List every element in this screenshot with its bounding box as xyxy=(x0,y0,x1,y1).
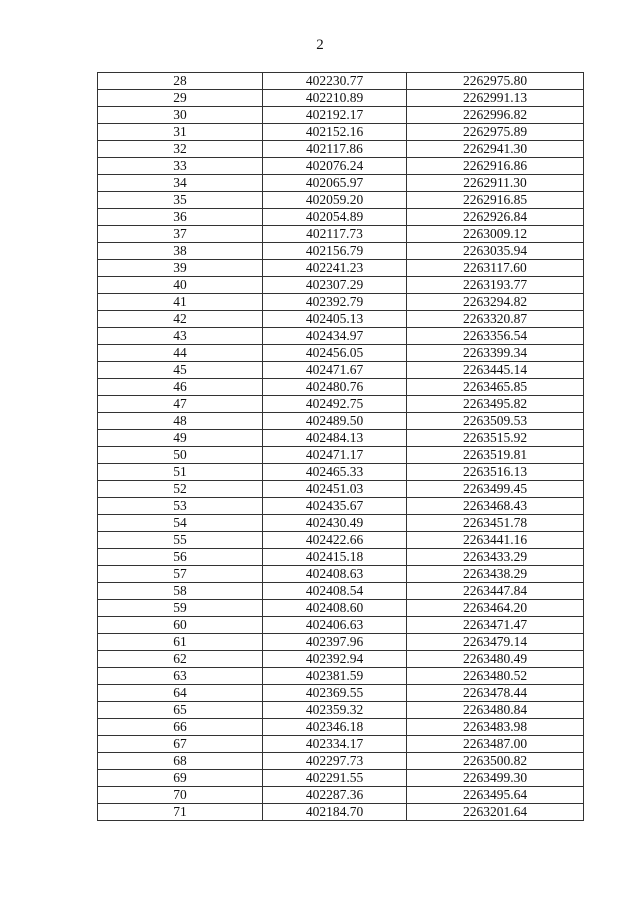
table-row xyxy=(98,634,584,651)
x-coordinate-cell: 402434.97 xyxy=(263,328,407,345)
point-number-cell: 50 xyxy=(98,447,263,464)
table-row xyxy=(98,362,584,379)
x-coordinate-cell: 402230.77 xyxy=(263,73,407,90)
x-coordinate-cell: 402465.33 xyxy=(263,464,407,481)
x-coordinate-cell: 402152.16 xyxy=(263,124,407,141)
y-coordinate-cell: 2263479.14 xyxy=(407,634,584,651)
x-coordinate-cell: 402408.63 xyxy=(263,566,407,583)
point-number-cell: 60 xyxy=(98,617,263,634)
y-coordinate-cell: 2263516.13 xyxy=(407,464,584,481)
table-row xyxy=(98,685,584,702)
x-coordinate-cell: 402406.63 xyxy=(263,617,407,634)
y-coordinate-cell: 2263035.94 xyxy=(407,243,584,260)
x-coordinate-cell: 402287.36 xyxy=(263,787,407,804)
x-coordinate-cell: 402451.03 xyxy=(263,481,407,498)
table-row xyxy=(98,243,584,260)
table-row xyxy=(98,379,584,396)
x-coordinate-cell: 402456.05 xyxy=(263,345,407,362)
point-number-cell: 41 xyxy=(98,294,263,311)
point-number-cell: 35 xyxy=(98,192,263,209)
table-row xyxy=(98,787,584,804)
y-coordinate-cell: 2263399.34 xyxy=(407,345,584,362)
x-coordinate-cell: 402346.18 xyxy=(263,719,407,736)
x-coordinate-cell: 402492.75 xyxy=(263,396,407,413)
y-coordinate-cell: 2262926.84 xyxy=(407,209,584,226)
y-coordinate-cell: 2262911.30 xyxy=(407,175,584,192)
table-row xyxy=(98,464,584,481)
y-coordinate-cell: 2263519.81 xyxy=(407,447,584,464)
table-row xyxy=(98,345,584,362)
x-coordinate-cell: 402076.24 xyxy=(263,158,407,175)
point-number-cell: 28 xyxy=(98,73,263,90)
y-coordinate-cell: 2263294.82 xyxy=(407,294,584,311)
point-number-cell: 37 xyxy=(98,226,263,243)
table-row xyxy=(98,396,584,413)
x-coordinate-cell: 402381.59 xyxy=(263,668,407,685)
x-coordinate-cell: 402422.66 xyxy=(263,532,407,549)
point-number-cell: 52 xyxy=(98,481,263,498)
point-number-cell: 29 xyxy=(98,90,263,107)
y-coordinate-cell: 2263483.98 xyxy=(407,719,584,736)
table-row xyxy=(98,719,584,736)
page-number: 2 xyxy=(316,37,324,53)
point-number-cell: 58 xyxy=(98,583,263,600)
x-coordinate-cell: 402241.23 xyxy=(263,260,407,277)
x-coordinate-cell: 402484.13 xyxy=(263,430,407,447)
table-row xyxy=(98,549,584,566)
table-row xyxy=(98,226,584,243)
y-coordinate-cell: 2263480.49 xyxy=(407,651,584,668)
x-coordinate-cell: 402307.29 xyxy=(263,277,407,294)
point-number-cell: 33 xyxy=(98,158,263,175)
y-coordinate-cell: 2263495.64 xyxy=(407,787,584,804)
x-coordinate-cell: 402059.20 xyxy=(263,192,407,209)
y-coordinate-cell: 2263447.84 xyxy=(407,583,584,600)
point-number-cell: 51 xyxy=(98,464,263,481)
y-coordinate-cell: 2263117.60 xyxy=(407,260,584,277)
x-coordinate-cell: 402480.76 xyxy=(263,379,407,396)
table-row xyxy=(98,702,584,719)
y-coordinate-cell: 2262916.86 xyxy=(407,158,584,175)
table-row xyxy=(98,124,584,141)
y-coordinate-cell: 2263320.87 xyxy=(407,311,584,328)
point-number-cell: 55 xyxy=(98,532,263,549)
table-row xyxy=(98,736,584,753)
y-coordinate-cell: 2263465.85 xyxy=(407,379,584,396)
x-coordinate-cell: 402291.55 xyxy=(263,770,407,787)
table-row xyxy=(98,175,584,192)
table-row xyxy=(98,260,584,277)
x-coordinate-cell: 402210.89 xyxy=(263,90,407,107)
y-coordinate-cell: 2262991.13 xyxy=(407,90,584,107)
point-number-cell: 39 xyxy=(98,260,263,277)
y-coordinate-cell: 2263464.20 xyxy=(407,600,584,617)
y-coordinate-cell: 2263009.12 xyxy=(407,226,584,243)
y-coordinate-cell: 2262996.82 xyxy=(407,107,584,124)
point-number-cell: 69 xyxy=(98,770,263,787)
table-row xyxy=(98,583,584,600)
table-row xyxy=(98,430,584,447)
point-number-cell: 65 xyxy=(98,702,263,719)
y-coordinate-cell: 2262916.85 xyxy=(407,192,584,209)
x-coordinate-cell: 402471.67 xyxy=(263,362,407,379)
point-number-cell: 43 xyxy=(98,328,263,345)
y-coordinate-cell: 2263509.53 xyxy=(407,413,584,430)
y-coordinate-cell: 2263451.78 xyxy=(407,515,584,532)
point-number-cell: 45 xyxy=(98,362,263,379)
y-coordinate-cell: 2263471.47 xyxy=(407,617,584,634)
table-row xyxy=(98,532,584,549)
point-number-cell: 57 xyxy=(98,566,263,583)
x-coordinate-cell: 402471.17 xyxy=(263,447,407,464)
x-coordinate-cell: 402415.18 xyxy=(263,549,407,566)
point-number-cell: 67 xyxy=(98,736,263,753)
point-number-cell: 66 xyxy=(98,719,263,736)
point-number-cell: 46 xyxy=(98,379,263,396)
table-row xyxy=(98,209,584,226)
y-coordinate-cell: 2263487.00 xyxy=(407,736,584,753)
x-coordinate-cell: 402334.17 xyxy=(263,736,407,753)
y-coordinate-cell: 2263515.92 xyxy=(407,430,584,447)
x-coordinate-cell: 402489.50 xyxy=(263,413,407,430)
table-row xyxy=(98,413,584,430)
table-row xyxy=(98,447,584,464)
table-row xyxy=(98,141,584,158)
y-coordinate-cell: 2263495.82 xyxy=(407,396,584,413)
point-number-cell: 71 xyxy=(98,804,263,821)
point-number-cell: 48 xyxy=(98,413,263,430)
y-coordinate-cell: 2262975.80 xyxy=(407,73,584,90)
y-coordinate-cell: 2263441.16 xyxy=(407,532,584,549)
table-row xyxy=(98,73,584,90)
table-row xyxy=(98,617,584,634)
x-coordinate-cell: 402430.49 xyxy=(263,515,407,532)
point-number-cell: 68 xyxy=(98,753,263,770)
point-number-cell: 62 xyxy=(98,651,263,668)
table-row xyxy=(98,107,584,124)
point-number-cell: 32 xyxy=(98,141,263,158)
x-coordinate-cell: 402408.54 xyxy=(263,583,407,600)
table-row xyxy=(98,651,584,668)
point-number-cell: 59 xyxy=(98,600,263,617)
x-coordinate-cell: 402117.73 xyxy=(263,226,407,243)
x-coordinate-cell: 402369.55 xyxy=(263,685,407,702)
x-coordinate-cell: 402156.79 xyxy=(263,243,407,260)
table-row xyxy=(98,481,584,498)
x-coordinate-cell: 402065.97 xyxy=(263,175,407,192)
table-row xyxy=(98,668,584,685)
x-coordinate-cell: 402435.67 xyxy=(263,498,407,515)
x-coordinate-cell: 402192.17 xyxy=(263,107,407,124)
y-coordinate-cell: 2263478.44 xyxy=(407,685,584,702)
table-row xyxy=(98,277,584,294)
point-number-cell: 63 xyxy=(98,668,263,685)
y-coordinate-cell: 2263445.14 xyxy=(407,362,584,379)
y-coordinate-cell: 2263356.54 xyxy=(407,328,584,345)
y-coordinate-cell: 2263468.43 xyxy=(407,498,584,515)
point-number-cell: 53 xyxy=(98,498,263,515)
y-coordinate-cell: 2263201.64 xyxy=(407,804,584,821)
point-number-cell: 64 xyxy=(98,685,263,702)
table-row xyxy=(98,804,584,821)
x-coordinate-cell: 402408.60 xyxy=(263,600,407,617)
x-coordinate-cell: 402392.94 xyxy=(263,651,407,668)
y-coordinate-cell: 2263499.45 xyxy=(407,481,584,498)
table-row xyxy=(98,328,584,345)
y-coordinate-cell: 2263193.77 xyxy=(407,277,584,294)
y-coordinate-cell: 2263433.29 xyxy=(407,549,584,566)
table-row xyxy=(98,498,584,515)
y-coordinate-cell: 2262975.89 xyxy=(407,124,584,141)
table-row xyxy=(98,192,584,209)
point-number-cell: 34 xyxy=(98,175,263,192)
point-number-cell: 42 xyxy=(98,311,263,328)
coordinates-table-body xyxy=(98,73,584,821)
y-coordinate-cell: 2263480.52 xyxy=(407,668,584,685)
point-number-cell: 54 xyxy=(98,515,263,532)
point-number-cell: 61 xyxy=(98,634,263,651)
table-row xyxy=(98,515,584,532)
table-row xyxy=(98,566,584,583)
x-coordinate-cell: 402392.79 xyxy=(263,294,407,311)
coordinates-table xyxy=(97,72,584,821)
table-row xyxy=(98,158,584,175)
x-coordinate-cell: 402405.13 xyxy=(263,311,407,328)
y-coordinate-cell: 2262941.30 xyxy=(407,141,584,158)
table-row xyxy=(98,600,584,617)
table-row xyxy=(98,311,584,328)
x-coordinate-cell: 402054.89 xyxy=(263,209,407,226)
x-coordinate-cell: 402397.96 xyxy=(263,634,407,651)
point-number-cell: 47 xyxy=(98,396,263,413)
y-coordinate-cell: 2263438.29 xyxy=(407,566,584,583)
x-coordinate-cell: 402359.32 xyxy=(263,702,407,719)
point-number-cell: 38 xyxy=(98,243,263,260)
point-number-cell: 40 xyxy=(98,277,263,294)
x-coordinate-cell: 402297.73 xyxy=(263,753,407,770)
y-coordinate-cell: 2263499.30 xyxy=(407,770,584,787)
point-number-cell: 31 xyxy=(98,124,263,141)
y-coordinate-cell: 2263500.82 xyxy=(407,753,584,770)
y-coordinate-cell: 2263480.84 xyxy=(407,702,584,719)
point-number-cell: 30 xyxy=(98,107,263,124)
x-coordinate-cell: 402184.70 xyxy=(263,804,407,821)
table-row xyxy=(98,90,584,107)
table-row xyxy=(98,753,584,770)
point-number-cell: 49 xyxy=(98,430,263,447)
table-row xyxy=(98,294,584,311)
table-row xyxy=(98,770,584,787)
point-number-cell: 36 xyxy=(98,209,263,226)
point-number-cell: 56 xyxy=(98,549,263,566)
point-number-cell: 70 xyxy=(98,787,263,804)
point-number-cell: 44 xyxy=(98,345,263,362)
x-coordinate-cell: 402117.86 xyxy=(263,141,407,158)
